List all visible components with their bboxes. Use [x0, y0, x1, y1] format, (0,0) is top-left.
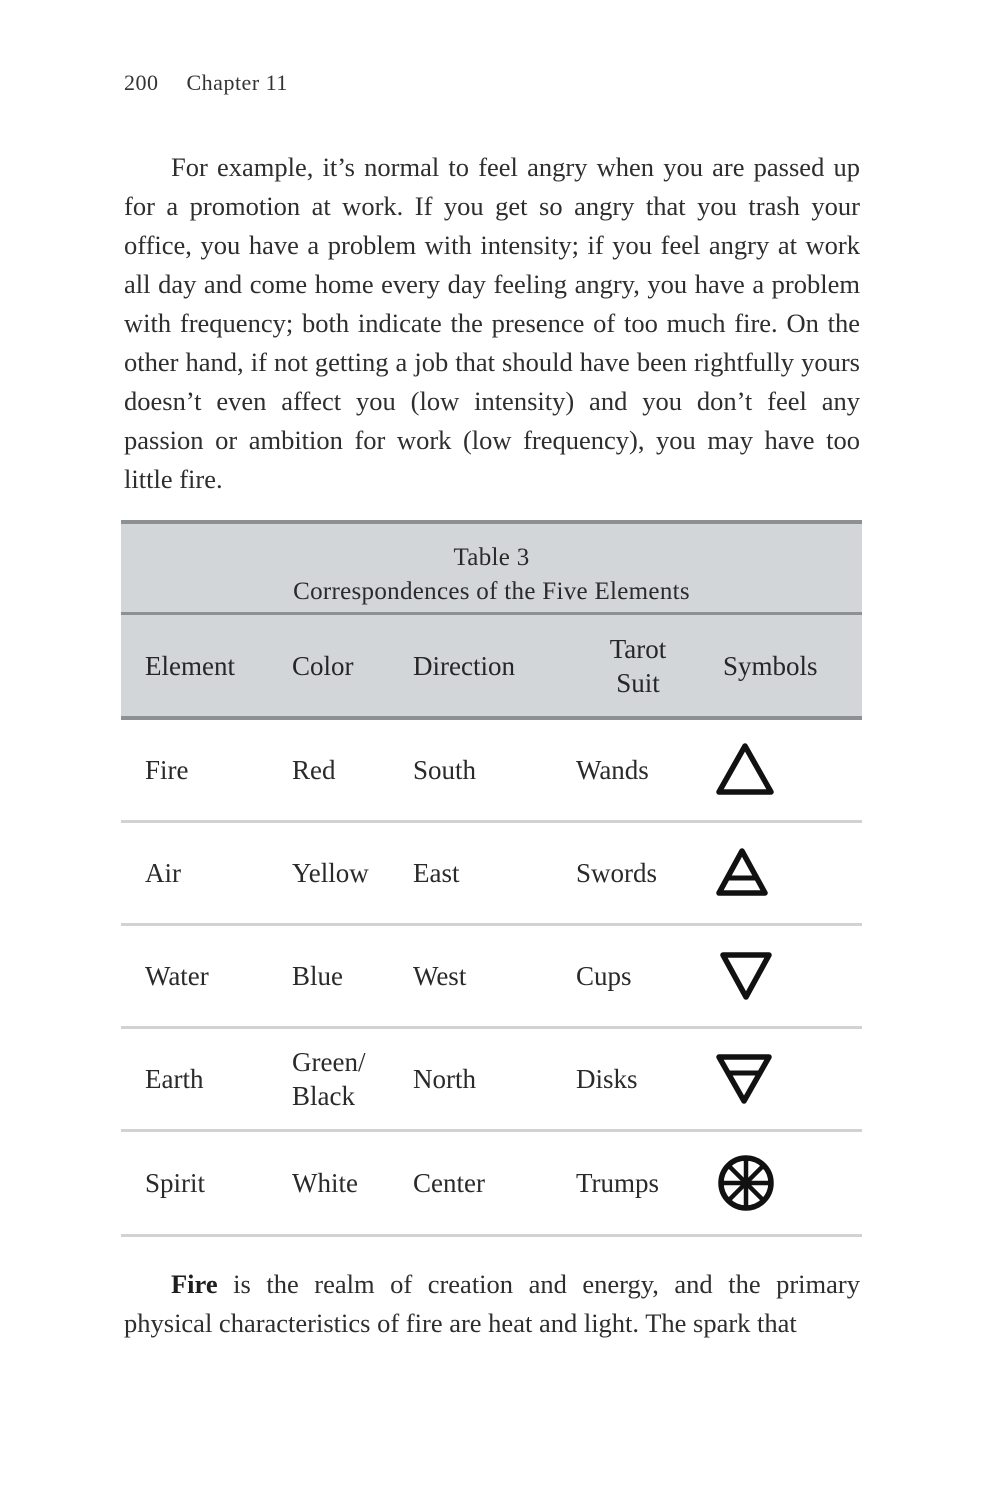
cell-color: [268, 1166, 406, 1200]
cell-direction: Center: [413, 1168, 485, 1198]
table-row: [121, 823, 862, 926]
cell-symbol: [700, 950, 862, 1002]
header-direction: Direction: [413, 650, 515, 681]
fire-description: is the realm of creation and energy, and the primary physical characteristics of fire are heat and light. The spark that: [124, 1269, 860, 1338]
cell-suit: Swords: [576, 858, 658, 888]
cell-color: [268, 856, 406, 890]
cell-symbol: [700, 847, 862, 899]
paragraph-intensity-frequency: For example, it’s normal to feel angry when you are passed up for a promotion at work. If you get so angry that you trash your office, you have a problem with intensity; if you feel angry at work all day and come home every day feeling angry, you have a problem with frequency; both indicate the presence of too much fire. On the other hand, if not getting a job that should have been rightfully yours doesn’t even affect you (low intensity) and you don’t feel any passion or ambition for work (low frequency), you may have too little fire.: [124, 152, 860, 494]
cell-direction: South: [413, 755, 477, 785]
cell-direction: West: [413, 961, 467, 991]
table-row: [121, 1132, 862, 1237]
cell-element: Spirit: [145, 1168, 206, 1198]
header-color: Color: [292, 650, 354, 681]
running-head: [124, 70, 288, 96]
header-tarot-line2: Suit: [616, 667, 660, 698]
cell-color: [268, 753, 406, 787]
table-header-row: [121, 615, 862, 720]
cell-color-line1: White: [292, 1168, 358, 1198]
cell-symbol: [700, 1052, 862, 1106]
header-tarot-suit: [567, 632, 709, 700]
table-row: [121, 926, 862, 1029]
cell-element: Fire: [145, 755, 189, 785]
cell-color-line1: Red: [292, 755, 336, 785]
elements-table: [121, 520, 862, 1237]
cell-direction: East: [413, 858, 460, 888]
cell-color-line2: Black: [292, 1081, 355, 1111]
table-row: [121, 720, 862, 823]
earth-triangle-icon: [714, 1052, 774, 1106]
cell-direction: North: [413, 1064, 476, 1094]
cell-color-line1: Yellow: [292, 858, 369, 888]
cell-element: Earth: [145, 1064, 204, 1094]
cell-element: Water: [145, 961, 209, 991]
chapter-title: Chapter 11: [186, 70, 288, 95]
fire-term: Fire: [171, 1269, 218, 1299]
cell-color-line1: Blue: [292, 961, 343, 991]
spirit-wheel-icon: [716, 1153, 776, 1213]
cell-color: [268, 1045, 406, 1113]
cell-color: [268, 959, 406, 993]
paragraph-fire: [124, 1265, 860, 1343]
table-row: [121, 1029, 862, 1132]
header-element: Element: [145, 650, 235, 681]
header-symbols: Symbols: [723, 650, 818, 681]
cell-symbol: [700, 741, 862, 799]
page-number: 200: [124, 70, 159, 95]
fire-triangle-icon: [714, 741, 776, 799]
cell-color-line1: Green/: [292, 1047, 366, 1077]
air-triangle-icon: [714, 847, 770, 899]
table-title: Correspondences of the Five Elements: [293, 578, 690, 605]
water-triangle-icon: [718, 950, 774, 1002]
cell-suit: Cups: [576, 961, 632, 991]
cell-suit: Disks: [576, 1064, 638, 1094]
header-tarot-line1: Tarot: [609, 633, 667, 664]
table-number: Table 3: [453, 544, 530, 571]
table-caption: [121, 520, 862, 615]
cell-suit: Trumps: [576, 1168, 660, 1198]
cell-symbol: [700, 1153, 862, 1213]
cell-suit: Wands: [576, 755, 649, 785]
cell-element: Air: [145, 858, 181, 888]
